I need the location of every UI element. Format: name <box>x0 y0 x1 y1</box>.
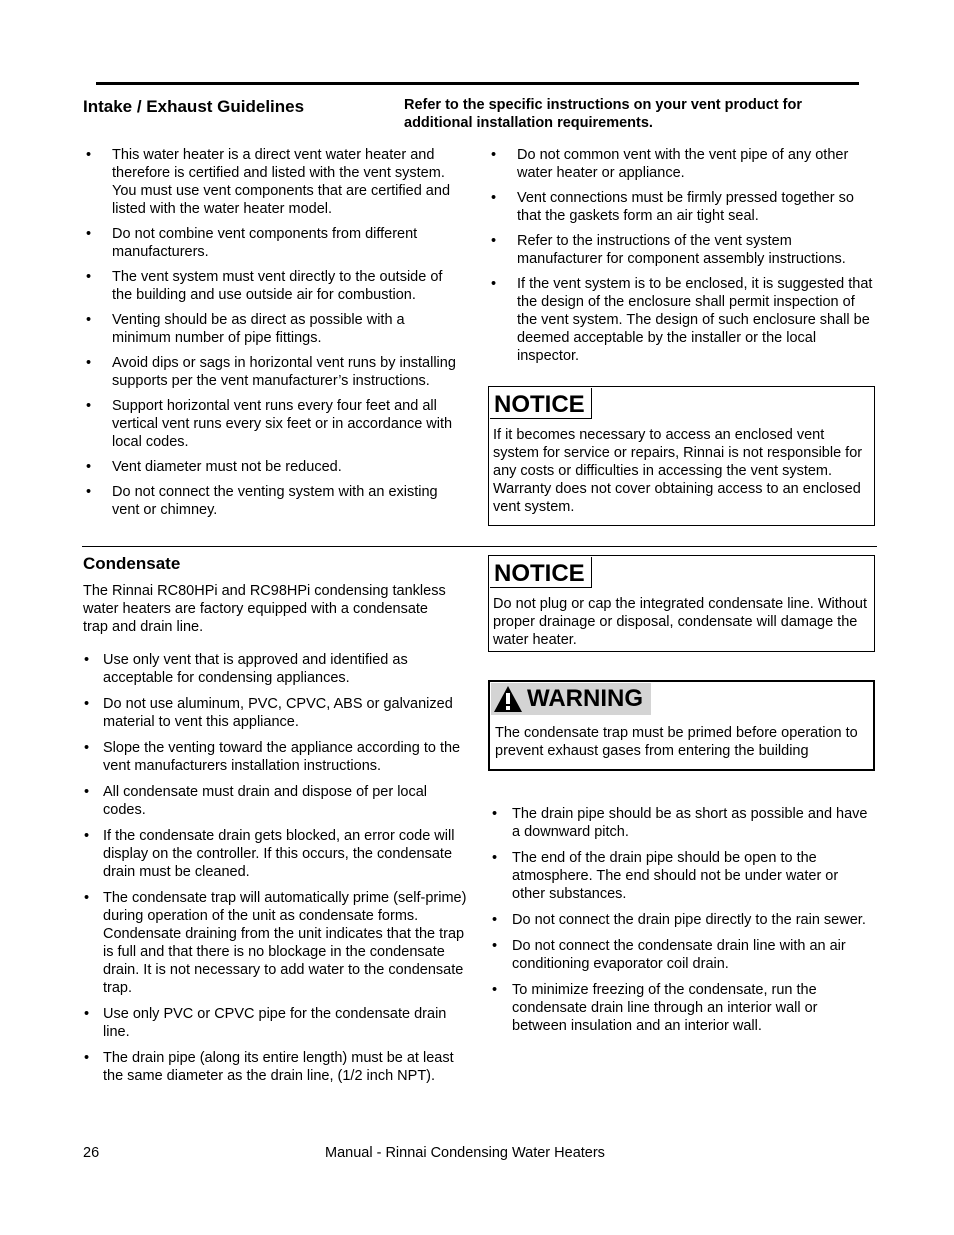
list-item: • To minimize freezing of the condensate, run the condensate drain line through an interior wall or between insulation and an interior wall. <box>489 981 874 1035</box>
list-item: • Venting should be as direct as possible with a minimum number of pipe fittings. <box>83 311 465 347</box>
list-item: • All condensate must drain and dispose of per local codes. <box>83 783 468 819</box>
warning-title: WARNING <box>527 685 643 712</box>
notice-text: If it becomes necessary to access an enclosed vent system for service or repairs, Rinnai is not responsible for any costs or difficulties in accessing the vent system. Warranty does not cover obtaining access to an enclosed vent system. <box>493 427 863 515</box>
vent-reference-note: Refer to the specific instructions on your vent product for additional installation requirements. <box>404 97 802 131</box>
list-item: • The vent system must vent directly to the outside of the building and use outside air for combustion. <box>83 268 465 304</box>
list-item: • Do not connect the drain pipe directly to the rain sewer. <box>489 911 874 929</box>
notice-title: NOTICE <box>490 557 592 588</box>
list-item: • Support horizontal vent runs every four feet and all vertical vent runs every six feet or in accordance with local codes. <box>83 397 465 451</box>
list-item: • Vent diameter must not be reduced. <box>83 458 465 476</box>
list-item: • The end of the drain pipe should be open to the atmosphere. The end should not be under water or other substances. <box>489 849 874 903</box>
list-item: • Refer to the instructions of the vent system manufacturer for component assembly instructions. <box>488 232 874 268</box>
list-item: • Use only PVC or CPVC pipe for the condensate drain line. <box>83 1005 468 1041</box>
section-divider <box>82 546 877 547</box>
list-item: • Do not common vent with the vent pipe of any other water heater or appliance. <box>488 146 874 182</box>
intake-heading: Intake / Exhaust Guidelines <box>83 97 305 116</box>
list-item: • Vent connections must be firmly pressed together so that the gaskets form an air tight seal. <box>488 189 874 225</box>
warning-title-bar <box>491 683 651 715</box>
top-rule <box>96 82 859 85</box>
footer-title: Manual - Rinnai Condensing Water Heaters <box>325 1145 605 1161</box>
list-item: • Do not connect the condensate drain line with an air conditioning evaporator coil drain. <box>489 937 874 973</box>
condensate-left-list <box>83 651 468 1093</box>
list-item: • The drain pipe (along its entire length) must be at least the same diameter as the drain line, (1/2 inch NPT). <box>83 1049 468 1085</box>
vent-access-notice <box>488 386 875 526</box>
list-item: • Avoid dips or sags in horizontal vent runs by installing supports per the vent manufacturer’s instructions. <box>83 354 465 390</box>
list-item: • This water heater is a direct vent water heater and therefore is certified and listed with the vent system. You must use vent components that are certified and listed with the water heater model. <box>83 146 465 218</box>
list-item: • Slope the venting toward the appliance according to the vent manufacturers installation instructions. <box>83 739 468 775</box>
list-item: • Do not use aluminum, PVC, CPVC, ABS or galvanized material to vent this appliance. <box>83 695 468 731</box>
list-item: • Do not connect the venting system with an existing vent or chimney. <box>83 483 465 519</box>
page-number: 26 <box>83 1145 100 1161</box>
list-item: • The drain pipe should be as short as possible and have a downward pitch. <box>489 805 874 841</box>
notice-title: NOTICE <box>490 388 592 419</box>
list-item: • If the vent system is to be enclosed, it is suggested that the design of the enclosure shall permit inspection of the vent system. The design of such enclosure shall be deemed acceptable by the installer or the local inspector. <box>488 275 874 365</box>
warning-triangle-icon <box>493 685 523 713</box>
list-item: • Do not combine vent components from different manufacturers. <box>83 225 465 261</box>
condensate-warning <box>488 680 875 771</box>
list-item: • The condensate trap will automatically prime (self-prime) during operation of the unit as condensate forms. Condensate draining from the unit indicates that the trap is full and that there is no blockage in the condensate drain. It is not necessary to add water to the condensate trap. <box>83 889 468 997</box>
condensate-heading: Condensate <box>83 554 181 573</box>
condensate-notice <box>488 555 875 652</box>
notice-text: Do not plug or cap the integrated condensate line. Without proper drainage or disposal, condensate will damage the water heater. <box>493 596 868 648</box>
condensate-intro: The Rinnai RC80HPi and RC98HPi condensing tankless water heaters are factory equipped with a condensate trap and drain line. <box>83 583 446 635</box>
intake-left-list <box>83 146 465 526</box>
warning-text: The condensate trap must be primed before operation to prevent exhaust gases from entering the building <box>495 725 858 759</box>
condensate-right-list <box>489 805 874 1043</box>
intake-right-list <box>488 146 874 372</box>
list-item: • Use only vent that is approved and identified as acceptable for condensing appliances. <box>83 651 468 687</box>
list-item: • If the condensate drain gets blocked, an error code will display on the controller. If this occurs, the condensate drain must be cleaned. <box>83 827 468 881</box>
